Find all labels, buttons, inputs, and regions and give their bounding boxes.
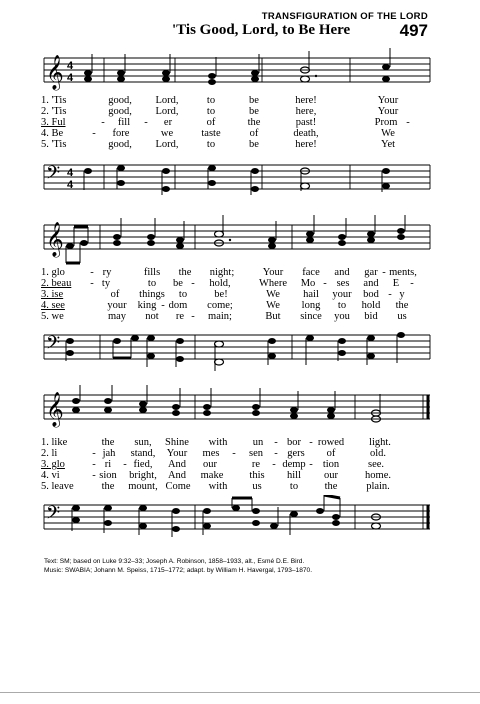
svg-text:4: 4 [67,72,74,84]
system-2-verse-5: 5. we may not re - main; But since you bid us [41,311,407,322]
system-2-verse-2: 2. beau - ty to be - hold, Where Mo - ses and E - [41,278,414,289]
system-3-verse-1: 1. like the sun, Shine with un - bor - rowed light. [41,437,391,448]
treble-clef-icon: 𝄞 [46,222,64,257]
system-3-bass-staff [0,495,480,545]
system-2-verse-4: 4. see your king - dom come; We long to hold the [41,300,409,311]
system-3-verse-3: 3. glo - ri - fied, And our re - demp - tion see. [41,459,385,470]
season-heading: TRANSFIGURATION OF THE LORD [261,11,428,22]
svg-text:4: 4 [67,60,74,72]
system-2-verse-3: 3. ise of things to be! We hail your bod - y [41,289,405,300]
bass-clef-icon: 𝄢 [46,333,61,358]
system-2-verse-1: 1. glo - ry fills the night; Your face and gar - ments, [41,267,417,278]
page-bottom-rule [0,692,480,693]
hymn-number: 497 [399,21,428,40]
system-1-verse-2: 2. 'Tis good, Lord, to be here, Your [41,106,399,117]
system-3-verse-5: 5. leave the mount, Come with us to the plain. [41,481,390,492]
system-3-verse-2: 2. li - jah stand, Your mes - sen - gers of old. [41,448,387,459]
music-credit: Music: SWABIA; Johann M. Speiss, 1715–1772; adapt. by William H. Havergal, 1793–1870. [44,567,313,574]
svg-text:4: 4 [67,167,74,179]
text-credit: Text: SM; based on Luke 9:32–33; Joseph A. Robinson, 1858–1933, alt., Esmé D.E. Bird. [44,558,305,565]
system-1-verse-3: 3. Ful - fill - er of the past! Prom - [41,117,410,128]
bass-clef-icon: 𝄢 [46,163,61,188]
hymn-title: 'Tis Good, Lord, to Be Here [172,22,351,38]
system-3-verse-4: 4. vi - sion bright, And make this hill our home. [41,470,391,481]
treble-clef-icon: 𝄞 [46,55,64,90]
system-1-bass-staff [0,155,480,205]
system-2-bass-staff [0,325,480,375]
hymn-credits [44,557,312,575]
system-2-treble-staff [0,215,480,275]
system-1-verse-1: 1. 'Tis good, Lord, to be here! Your [41,95,399,106]
system-1-verse-4: 4. Be - fore we taste of death, We [41,128,395,139]
system-3-treble-staff [0,385,480,445]
svg-text:4: 4 [67,179,74,191]
bass-clef-icon: 𝄢 [46,503,61,528]
treble-clef-icon: 𝄞 [46,392,64,427]
system-1-verse-5: 5. 'Tis good, Lord, to be here! Yet [41,139,396,150]
